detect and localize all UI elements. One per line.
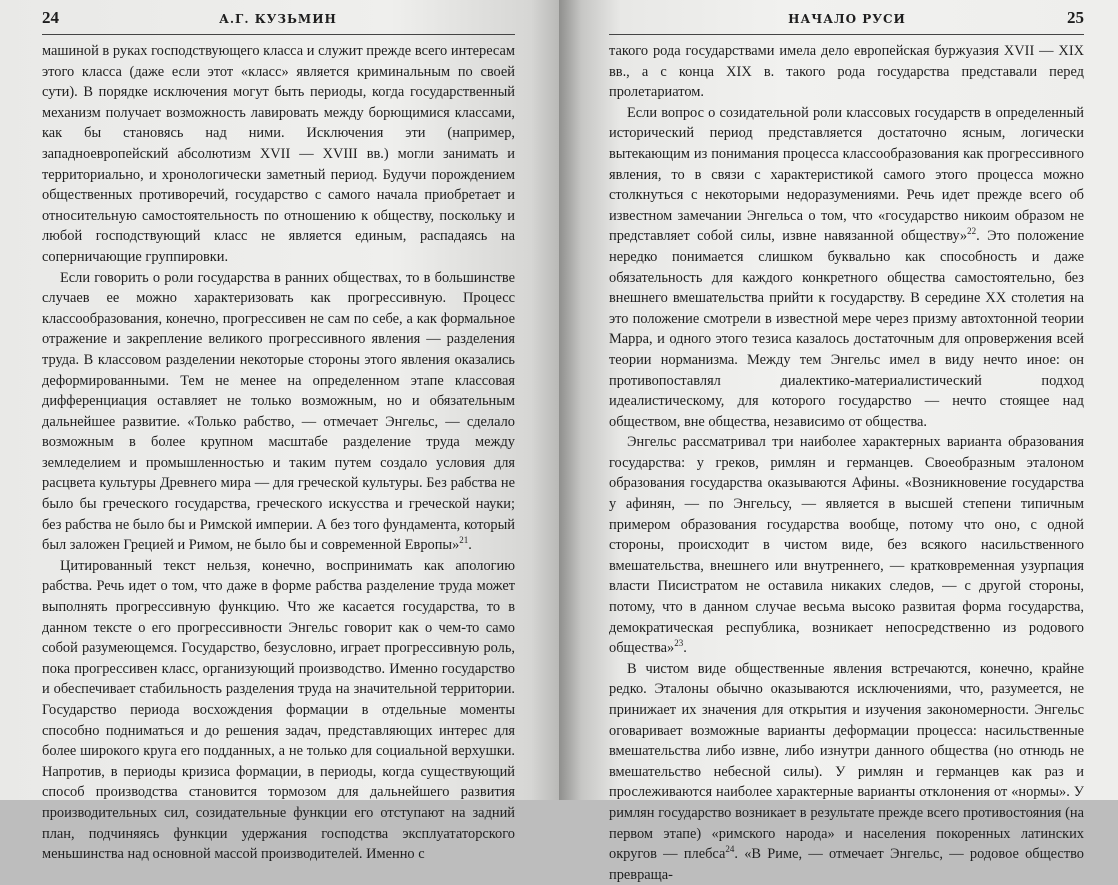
right-page-header xyxy=(609,8,1084,35)
footnote-marker: 22 xyxy=(967,226,977,237)
paragraph: Если говорить о роли государства в ранних обществах, то в большинстве случаев ее можно характеризовать как прогрессивную. Процесс классообразования, конечно, прогрессивен не сам по себе, а как формальное отражение и закрепление великого прогрессивного явления — разделения труда. В классовом разделении некоторые стороны этого явления оказались деформированными. Тем не менее на определенном этапе классовая дифференциация оставляет не только возможным, но и обязательным дальнейшее развитие. «Только рабство, — отмечает Энгельс, — сделало возможным в более крупном масштабе разделение труда между земледелием и промышленностью и таким путем создало условия для расцвета культуры Древнего мира — для греческой культуры. Без рабства не было бы греческого государства, греческого искусства и греческой науки; без рабства не было бы и Римской империи. А без того фундамента, который был заложен Грецией и Римом, не было бы и современной Европы»$^{21}$. xyxy=(42,269,515,554)
paragraph: Цитированный текст нельзя, конечно, воспринимать как апологию рабства. Речь идет о том, что даже в форме рабства разделение труда может выполнять прогрессивную функцию. Что же касается государства, то в данном тексте о его прогрессивности Энгельс говорит как о чем-то само собой разумеющемся. Государство, безусловно, играет прогрессивную роль, пока прогрессивен класс, организующий производство. Именно государство и обеспечивает стабильность разделения труда на значительной территории. Государство периода восхождения формации в отдельные моменты способно подниматься и до решения задач, представляющих интерес для более широкого круга его подданных, а не только для социальной верхушки. Напротив, в периоды кризиса формации, в периоды, когда существующий способ производства становится тормозом для дальнейшего развития производительных сил, созидательные функции его отступают на задний план, подчиняясь функции удержания господства эксплуататорского меньшинства над основной массой производителей. Именно с xyxy=(42,557,515,863)
paragraph-text: Если вопрос о созидательной роли классовых государств в определенный исторический период представляется достаточно ясным, логически вытекающим из понимания процесса классообразования как прогрессивного явления, то в связи с характеристикой самого этого процесса можно столкнуться с некоторыми недоразумениями. Речь идет прежде всего об известном замечании Энгельса о том, что «государство никоим образом не представляет собой силы, извне навязанной обществу» xyxy=(609,104,1084,245)
running-head-author: А.Г. КУЗЬМИН xyxy=(219,12,337,26)
footnote-marker: 23 xyxy=(674,638,684,649)
paragraph-text: . «В Риме, — отмечает Энгельс, — родовое общество превраща- xyxy=(609,846,1084,883)
footnote-marker: 21 xyxy=(459,535,469,546)
footnote-marker: 24 xyxy=(725,844,735,855)
paragraph: Энгельс рассматривал три наиболее характерных варианта образования государства: у греков, римлян и германцев. Своеобразным эталоном образования государства оказываются Афины. «Возникновение государства у афинян, — по Энгельсу, — является в высшей степени типичным примером образования государства вообще, потому что оно, с одной стороны, происходит в чистом виде, без всякого насильственного вмешательства, внешнего или внутреннего, — кратковременная узурпация власти Писистратом не оставила никаких следов, — с другой стороны, потому, что в данном случае весьма высоко развитая форма государства, демократическая республика, возникает непосредственно из родового общества»$^{23}$. xyxy=(609,434,1084,657)
paragraph xyxy=(609,103,1084,433)
page-number: 25 xyxy=(1066,8,1084,27)
paragraph xyxy=(609,659,1084,885)
paragraph: машиной в руках господствующего класса и служит прежде всего интересам этого класса (даже если этот «класс» является криминальным по своей сути). В порядке исключения могут быть периоды, когда государственный механизм получает возможность лавировать между борющимися классами, как бы становясь над ними. Исключения эти (например, западноевропейский абсолютизм XVII — XVIII вв.) могли занимать и территориально, и хронологически заметный период. Будучи порождением общественных противоречий, государство с самого начала приобретает и относительную самостоятельность по отношению к обществу, поскольку и любой господствующий класс не является единым, распадаясь на соперничающие группировки. xyxy=(42,43,515,265)
left-page xyxy=(0,0,559,863)
right-page-body xyxy=(609,41,1084,885)
right-page xyxy=(559,0,1118,883)
paragraph-text: Энгельс рассматривал три наиболее характерных варианта образования государства: у греков, римлян и германцев. Своеобразным эталоном образования государства оказываются Афины. «Возникновение государства у афинян, — по Энгельсу, — является в высшей степени типичным примером образования государства вообще, потому что оно, с одной стороны, происходит в чистом виде, без всякого насильственного вмешательства, внешнего или внутреннего, — кратковременная узурпация власти Писистратом не оставила никаких следов, — с другой стороны, потому, что в данном случае весьма высоко развитая форма государства, демократическая республика, возникает непосредственно из родового общества» xyxy=(609,434,1084,657)
left-page-body xyxy=(42,41,515,865)
paragraph: такого рода государствами имела дело европейская буржуазия XVII — XIX вв., а с конца XIX в. такого рода государства представали перед пролетариатом. xyxy=(609,43,1084,101)
paragraph-text: . Это положение нередко понимается слишком буквально как способность и даже обязательность для каждого конкретного общества самостоятельно, без внешнего вмешательства прийти к государству. В середине XX столетия на это положение смотрели в известной мере через призму автохтонной теории Марра, и одного этого тезиса казалось достаточным для опровержения всей теории норманизма. Между тем Энгельс имел в виду нечто иное: он противопоставлял диалектико-материалистический подход идеалистическому, для которого государство — нечто стоящее над обществом, вне общества, независимо от общества. xyxy=(609,228,1084,430)
running-head-title: НАЧАЛО РУСИ xyxy=(788,12,906,26)
paragraph-text: Если говорить о роли государства в ранних обществах, то в большинстве случаев ее можно характеризовать как прогрессивную. Процесс классообразования, конечно, прогрессивен не сам по себе, а как формальное отражение и закрепление великого прогрессивного явления — разделения труда. В классовом разделении некоторые стороны этого явления оказались деформированными. Тем не менее на определенном этапе классовая дифференциация оставляет не только возможным, но и обязательным дальнейшее развитие. «Только рабство, — отмечает Энгельс, — сделало возможным в более крупном масштабе разделение труда между земледелием и промышленностью и таким путем создало условия для расцвета культуры Древнего мира — для греческой культуры. Без рабства не было бы греческого государства, греческого искусства и греческой науки; без рабства не было бы и Римской империи. А без того фундамента, который был заложен Грецией и Римом, не было бы и современной Европы» xyxy=(42,269,515,554)
left-page-header xyxy=(42,8,515,35)
page-number: 24 xyxy=(42,8,59,27)
paragraph-text: В чистом виде общественные явления встречаются, конечно, крайне редко. Эталоны обычно оказываются исключениями, что, разумеется, не принижает их значения для открытия и изучения закономерности. Энгельс оговаривает возможные варианты деформации процесса: насильственные вмешательства либо извне, либо изнутри данного общества (но отнюдь не вмешательство небесной силы). У римлян и германцев как раз и прослеживаются наиболее характерные варианты отклонения от «нормы». У римлян государство возникает в результате прежде всего противостояния (на первом этапе) «римского народа» и населения покоренных латинских округов — плебса xyxy=(609,660,1084,863)
